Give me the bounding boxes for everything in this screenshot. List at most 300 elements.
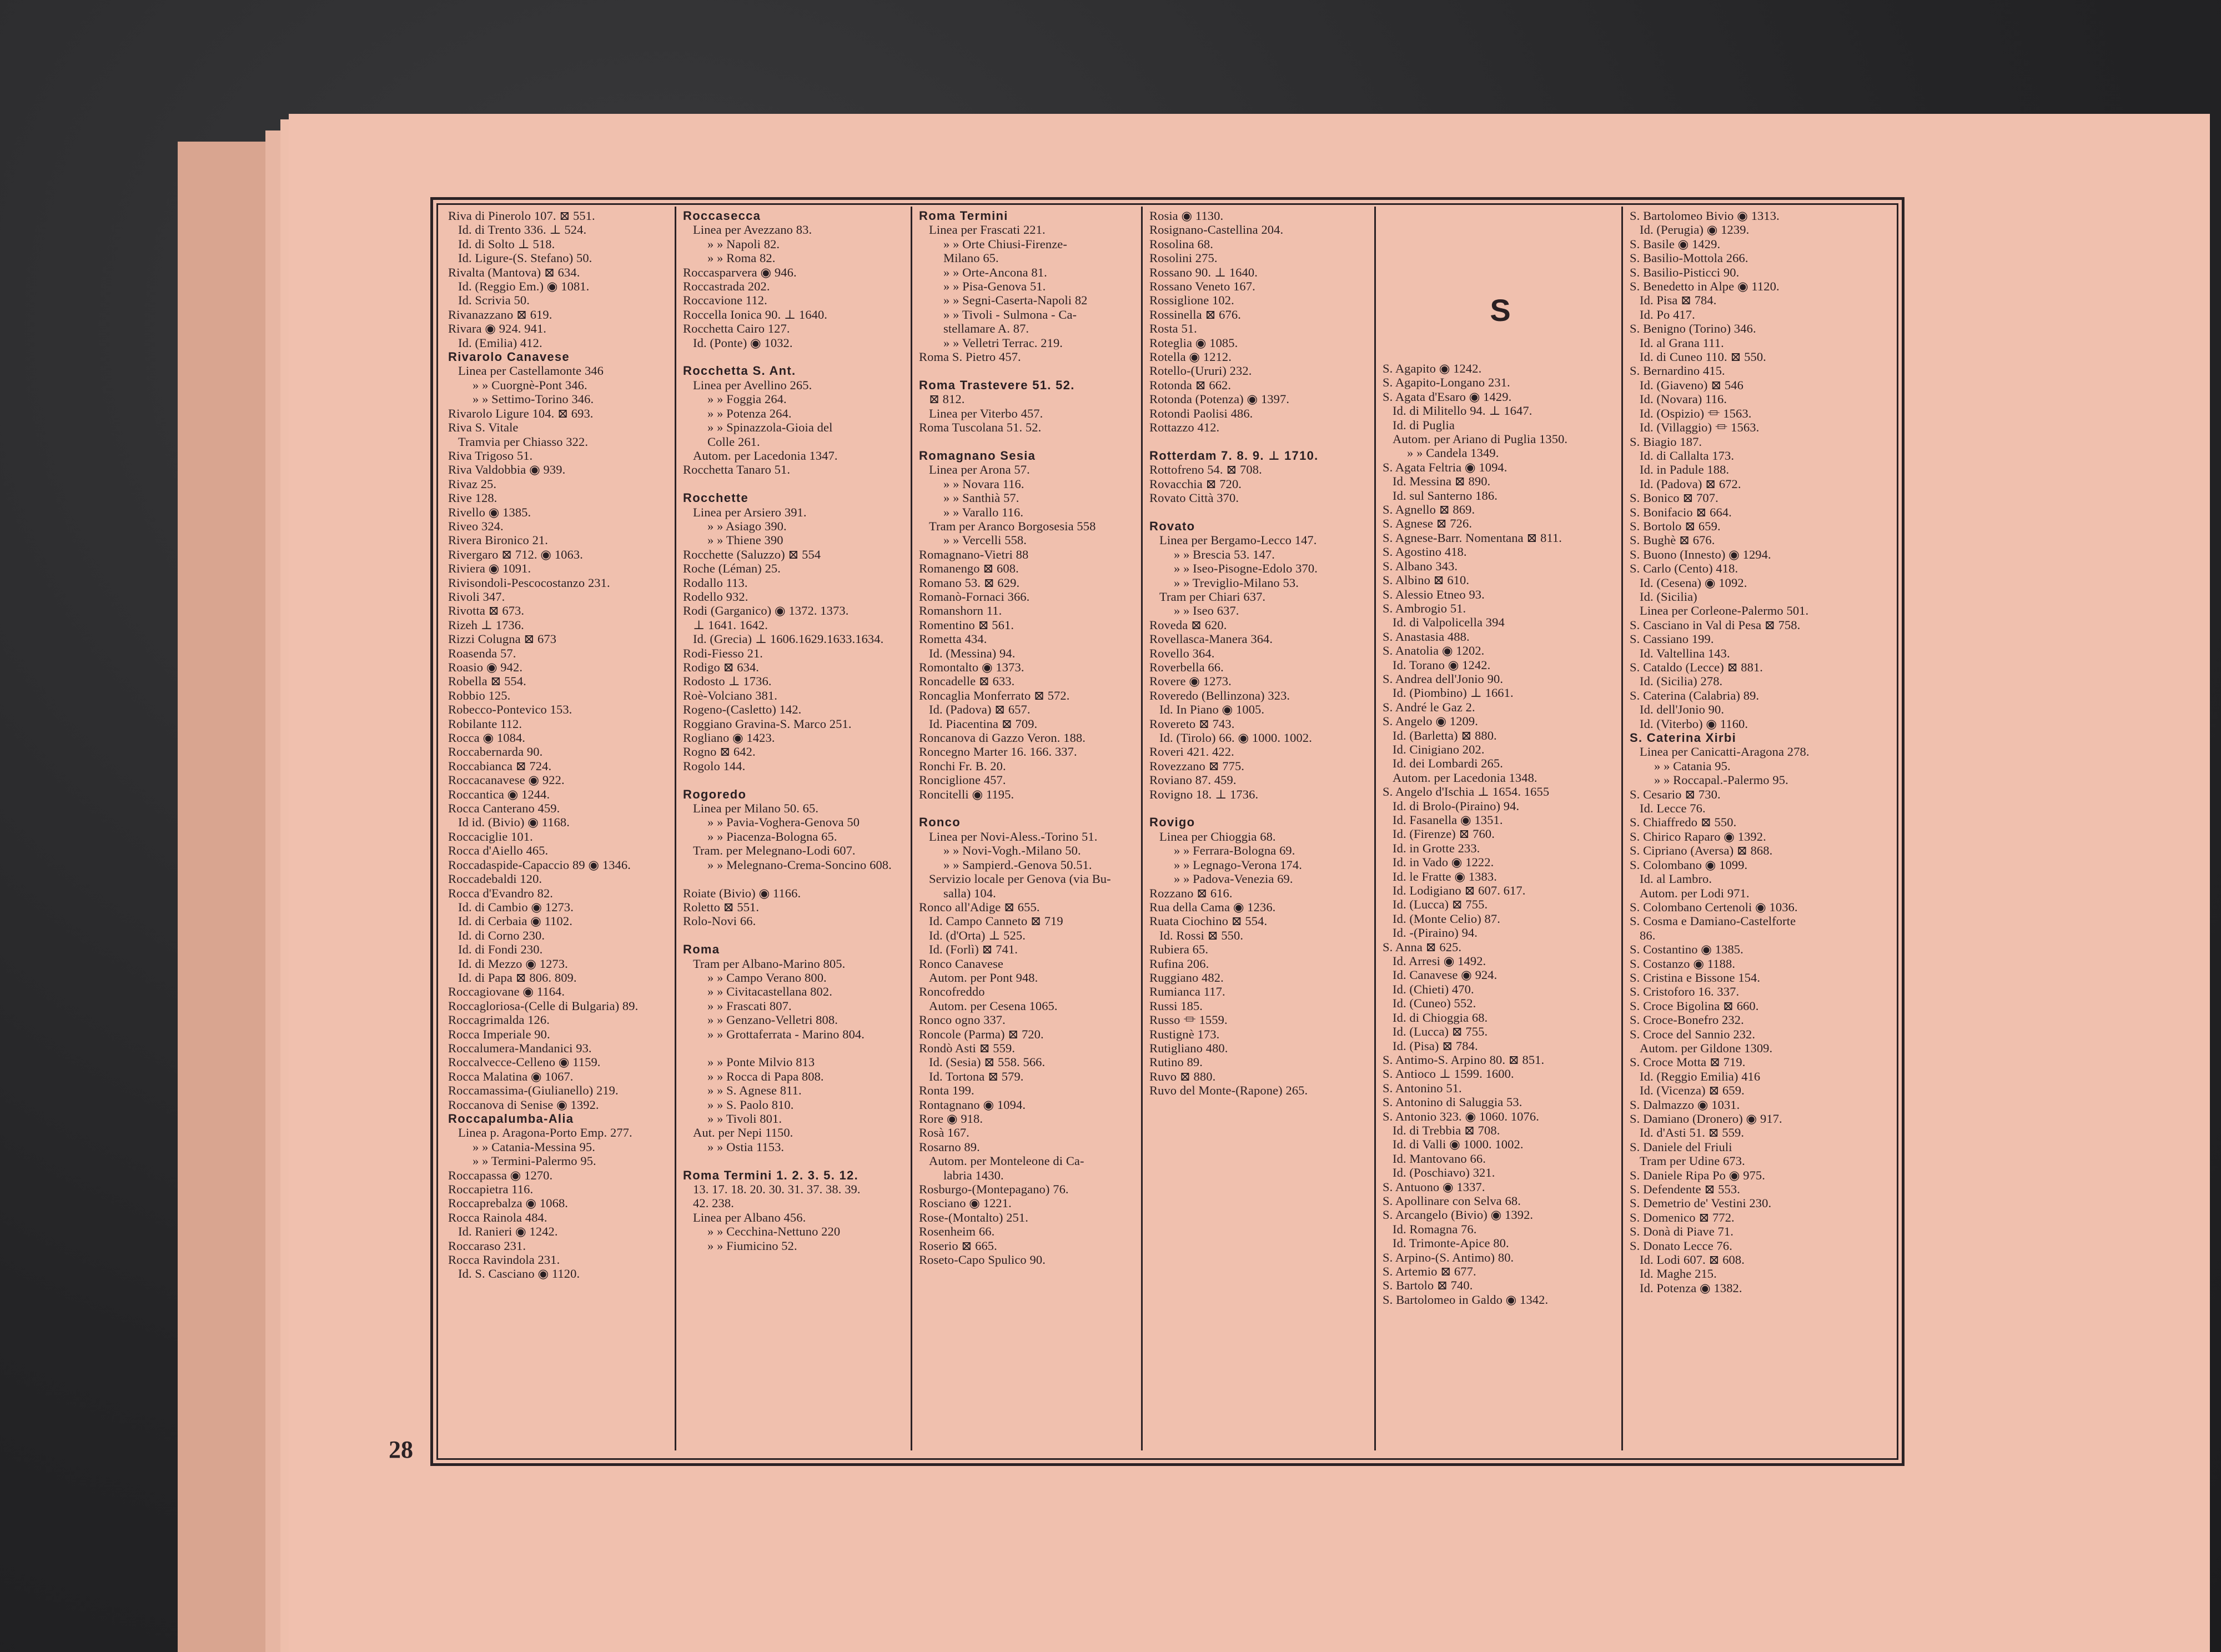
index-entry: » » Settimo-Torino 346. [473, 392, 594, 406]
index-entry: Rizzi Colugna ⊠ 673 [448, 632, 557, 646]
index-entry: Rogeno-(Casletto) 142. [683, 702, 802, 717]
index-entry: » » Ferrara-Bologna 69. [1174, 843, 1295, 858]
index-entry: Roma S. Pietro 457. [919, 350, 1021, 364]
index-column-6 [1621, 207, 1888, 1450]
index-entry: Rive 128. [448, 491, 498, 505]
index-entry: Rogolo 144. [683, 759, 746, 773]
index-entry: Id. sul Santerno 186. [1393, 488, 1498, 503]
index-entry: Servizio locale per Genova (via Bu- [929, 872, 1111, 886]
index-entry: S. Agnese ⊠ 726. [1383, 516, 1473, 531]
index-entry: Rocca Malatina ◉ 1067. [448, 1069, 574, 1083]
index-entry: Id. di Callalta 173. [1640, 448, 1735, 463]
index-entry: S. Damiano (Dronero) ◉ 917. [1630, 1112, 1782, 1126]
index-entry: Id. in Padule 188. [1640, 463, 1730, 477]
index-entry: » » Rocca di Papa 808. [707, 1069, 824, 1083]
index-entry: Rossiglione 102. [1149, 293, 1234, 308]
index-entry: S. Benigno (Torino) 346. [1630, 322, 1756, 336]
index-entry: » » Campo Verano 800. [707, 970, 827, 985]
index-entry: Rosolina 68. [1149, 237, 1213, 251]
index-entry: S. Croce Motta ⊠ 719. [1630, 1055, 1746, 1069]
index-entry: Rottofreno 54. ⊠ 708. [1149, 463, 1262, 477]
entry-heading: Roma [683, 942, 720, 957]
index-entry: Linea per Bergamo-Lecco 147. [1159, 533, 1317, 548]
index-entry: Linea per Albano 456. [693, 1210, 806, 1224]
index-entry: » » S. Paolo 810. [707, 1097, 794, 1112]
index-entry: Romentino ⊠ 561. [919, 617, 1014, 632]
index-entry: Rivisondoli-Pescocostanzo 231. [448, 575, 610, 590]
index-entry: Roccavione 112. [683, 293, 767, 308]
index-entry: Rocca ◉ 1084. [448, 731, 526, 745]
index-entry: Ruata Ciochino ⊠ 554. [1149, 914, 1268, 928]
index-entry: » » Sampierd.-Genova 50.51. [943, 857, 1092, 872]
index-entry: Rocca Ravindola 231. [448, 1253, 560, 1267]
index-entry: Roccabianca ⊠ 724. [448, 759, 552, 773]
index-entry: S. Antonino 51. [1383, 1081, 1462, 1095]
index-entry: Id. (Chieti) 470. [1393, 982, 1474, 996]
index-entry: S. Daniele del Friuli [1630, 1139, 1732, 1154]
index-entry: Rovello 364. [1149, 646, 1215, 660]
index-entry: Id. di Trebbia ⊠ 708. [1393, 1123, 1500, 1137]
index-entry: » » Foggia 264. [707, 392, 787, 406]
index-entry: » » Civitacastellana 802. [707, 985, 832, 999]
index-entry: Rodallo 113. [683, 575, 748, 590]
index-entry: S. Daniele Ripa Po ◉ 975. [1630, 1168, 1765, 1182]
index-column-4 [1141, 207, 1374, 1450]
index-entry: S. Basilio-Pisticci 90. [1630, 265, 1740, 279]
index-entry: Rivara ◉ 924. 941. [448, 322, 547, 336]
index-entry: S. Carlo (Cento) 418. [1630, 561, 1738, 576]
index-entry: Id. Ranieri ◉ 1242. [458, 1224, 558, 1239]
index-entry: Id. (Monte Celio) 87. [1393, 911, 1500, 926]
index-entry: Linea per Arsiero 391. [693, 505, 807, 519]
entry-heading: Rocchetta S. Ant. [683, 364, 796, 378]
index-entry: Id. (Perugia) ◉ 1239. [1640, 223, 1750, 237]
index-entry: Rocca Rainola 484. [448, 1210, 547, 1224]
index-entry: » » Orte Chiusi-Firenze- [943, 237, 1067, 251]
index-entry: S. Agata Feltria ◉ 1094. [1383, 460, 1508, 474]
index-entry: Id. (Lucca) ⊠ 755. [1393, 1025, 1488, 1039]
index-entry: Roasio ◉ 942. [448, 660, 523, 674]
index-entry: Id. (Vicenza) ⊠ 659. [1640, 1083, 1745, 1098]
index-entry: labria 1430. [943, 1168, 1004, 1182]
index-entry: Id. (Sicilia) 278. [1640, 674, 1723, 689]
index-entry: S. Basilio-Mottola 266. [1630, 251, 1748, 265]
index-entry: Ronciglione 457. [919, 773, 1006, 787]
index-entry: Linea per Frascati 221. [929, 223, 1046, 237]
index-entry: Id. di Corno 230. [458, 928, 545, 942]
index-entry: Romanshorn 11. [919, 604, 1002, 618]
index-entry: S. Arcangelo (Bivio) ◉ 1392. [1383, 1208, 1534, 1222]
index-entry: Russo ⏛ 1559. [1149, 1013, 1228, 1027]
index-entry: S. Bartolomeo Bivio ◉ 1313. [1630, 209, 1780, 223]
index-entry: » » Napoli 82. [707, 237, 780, 251]
index-entry: Rovere ◉ 1273. [1149, 674, 1232, 689]
index-entry: » » Catania 95. [1654, 759, 1731, 773]
index-entry: Rocca d'Evandro 82. [448, 886, 554, 900]
index-entry: Id. (Giaveno) ⊠ 546 [1640, 378, 1743, 392]
index-entry: S. Croce Bigolina ⊠ 660. [1630, 998, 1759, 1013]
index-entry: Rua della Cama ◉ 1236. [1149, 900, 1276, 914]
index-entry: S. Bughè ⊠ 676. [1630, 533, 1715, 548]
index-entry: » » Iseo-Pisogne-Edolo 370. [1174, 561, 1318, 576]
index-entry: Id. di Mezzo ◉ 1273. [458, 956, 568, 971]
index-entry: Id. (Ospizio) ⏛ 1563. [1640, 406, 1752, 420]
index-entry: S. Cristina e Bissone 154. [1630, 970, 1761, 985]
index-entry [683, 872, 907, 886]
index-entry: Autom. per Gildone 1309. [1640, 1041, 1773, 1055]
index-entry: Rocchette (Saluzzo) ⊠ 554 [683, 547, 821, 561]
index-entry: Rosolini 275. [1149, 251, 1218, 265]
index-entry: Id. al Grana 111. [1640, 335, 1724, 350]
index-entry: S. Angelo ◉ 1209. [1383, 714, 1478, 729]
index-entry: S. André le Gaz 2. [1383, 700, 1475, 714]
index-entry: Roccaciglie 101. [448, 829, 533, 843]
index-entry: » » Pisa-Genova 51. [943, 279, 1046, 294]
index-entry: Roccalumera-Mandanici 93. [448, 1041, 592, 1055]
index-entry: Rovereto ⊠ 743. [1149, 716, 1235, 731]
index-entry: Roncitelli ◉ 1195. [919, 787, 1014, 801]
index-entry [1149, 505, 1371, 519]
index-entry: S. Alessio Etneo 93. [1383, 587, 1485, 601]
index-entry: Id. (Tirolo) 66. ◉ 1000. 1002. [1159, 731, 1312, 745]
index-entry: Rivoli 347. [448, 589, 505, 604]
index-entry: S. Albano 343. [1383, 559, 1458, 573]
index-entry: Id. di Solto ⊥ 518. [458, 237, 555, 251]
index-entry: Id. (Barletta) ⊠ 880. [1393, 728, 1497, 742]
index-entry: salla) 104. [943, 886, 996, 900]
index-entry: S. Agnese-Barr. Nomentana ⊠ 811. [1383, 530, 1562, 545]
index-entry: » » Varallo 116. [943, 505, 1024, 519]
index-entry: Rovacchia ⊠ 720. [1149, 476, 1242, 491]
index-entry: Id. le Fratte ◉ 1383. [1393, 869, 1497, 883]
index-entry: Rosburgo-(Montepagano) 76. [919, 1182, 1069, 1197]
index-entry: Rocca Imperiale 90. [448, 1027, 550, 1041]
index-entry: Id. in Grotte 233. [1393, 841, 1480, 855]
index-entry: Rosia ◉ 1130. [1149, 209, 1224, 223]
index-entry: » » Potenza 264. [707, 406, 792, 420]
index-entry: S. Agnello ⊠ 869. [1383, 503, 1475, 517]
index-entry: Rossinella ⊠ 676. [1149, 307, 1241, 322]
index-entry: Id. di Papa ⊠ 806. 809. [458, 970, 577, 985]
index-entry: Id. Campo Canneto ⊠ 719 [929, 914, 1063, 928]
index-entry: S. Costantino ◉ 1385. [1630, 942, 1743, 957]
entry-heading: S. Caterina Xirbi [1630, 731, 1737, 745]
index-entry: Rubiera 65. [1149, 942, 1209, 957]
index-entry: » » Santhià 57. [943, 491, 1019, 505]
index-entry: » » Vercelli 558. [943, 533, 1027, 548]
index-entry: Roccabernarda 90. [448, 745, 543, 759]
index-entry: Id. di Valli ◉ 1000. 1002. [1393, 1137, 1524, 1152]
index-entry: » » Grottaferrata - Marino 804. [707, 1027, 865, 1041]
index-entry: Riveo 324. [448, 519, 504, 533]
index-entry: » » Ponte Milvio 813 [707, 1055, 815, 1069]
index-entry: Id. Rossi ⊠ 550. [1159, 928, 1244, 942]
index-entry: Rosarno 89. [919, 1139, 980, 1154]
index-entry: Roccalvecce-Celleno ◉ 1159. [448, 1055, 601, 1069]
index-entry: » » Novi-Vogh.-Milano 50. [943, 843, 1081, 858]
index-entry: Ronta 199. [919, 1083, 974, 1098]
index-entry: Colle 261. [707, 434, 760, 449]
index-entry: Id. (Poschiavo) 321. [1393, 1166, 1495, 1180]
index-entry: » » Genzano-Velletri 808. [707, 1013, 838, 1027]
index-entry: S. Colombano ◉ 1099. [1630, 857, 1748, 872]
index-entry: Id. Torano ◉ 1242. [1393, 657, 1491, 672]
index-entry: Linea per Avellino 265. [693, 378, 812, 392]
index-entry: S. Antonino di Saluggia 53. [1383, 1095, 1522, 1109]
index-column-5 [1374, 207, 1621, 1450]
index-entry: Roccaraso 231. [448, 1238, 526, 1253]
index-entry: » » Iseo 637. [1174, 604, 1239, 618]
index-entry: S. Bartolo ⊠ 740. [1383, 1278, 1473, 1293]
index-entry: Rotella ◉ 1212. [1149, 350, 1232, 364]
index-entry: Robella ⊠ 554. [448, 674, 526, 689]
index-columns-right [1891, 207, 2221, 1450]
index-entry: Id. (Sesia) ⊠ 558. 566. [929, 1055, 1046, 1069]
entry-heading: Rovigo [1149, 815, 1195, 830]
index-entry: S. Costanzo ◉ 1188. [1630, 956, 1736, 971]
index-entry: » » Novara 116. [943, 476, 1024, 491]
index-entry: » » Piacenza-Bologna 65. [707, 829, 837, 843]
index-entry: Aut. per Nepi 1150. [693, 1126, 793, 1140]
index-entry: Id. (Cesena) ◉ 1092. [1640, 575, 1747, 590]
index-entry: Roccella Ionica 90. ⊥ 1640. [683, 307, 828, 322]
index-entry: » » Treviglio-Milano 53. [1174, 575, 1299, 590]
index-entry: Milano 65. [943, 251, 999, 265]
index-entry [683, 928, 907, 942]
index-entry: Id. Tortona ⊠ 579. [929, 1069, 1024, 1083]
index-column-1 [441, 207, 675, 1450]
index-entry: Id. di Fondi 230. [458, 942, 543, 957]
index-entry: » » Thiene 390 [707, 533, 783, 548]
index-entry: » » Brescia 53. 147. [1174, 547, 1275, 561]
index-entry: S. Agapito ◉ 1242. [1383, 361, 1482, 375]
index-entry: Id. Piacentina ⊠ 709. [929, 716, 1038, 731]
index-entry: Id. di Cambio ◉ 1273. [458, 900, 574, 914]
index-entry: Romagnano-Vietri 88 [919, 547, 1029, 561]
index-entry: Autom. per Lacedonia 1348. [1393, 770, 1537, 785]
index-entry: Rozzano ⊠ 616. [1149, 886, 1233, 900]
index-entry: Id. (Villaggio) ⏛ 1563. [1640, 420, 1760, 435]
index-entry: S. Antonio 323. ◉ 1060. 1076. [1383, 1109, 1539, 1123]
index-entry: Id. (Grecia) ⊥ 1606.1629.1633.1634. [693, 632, 884, 646]
index-entry: Tramvia per Chiasso 322. [458, 434, 589, 449]
index-entry: Roteglia ◉ 1085. [1149, 335, 1238, 350]
index-entry: Roccapietra 116. [448, 1182, 534, 1197]
index-entry: Linea per Arona 57. [929, 463, 1030, 477]
index-entry: Id. (Firenze) ⊠ 760. [1393, 827, 1495, 841]
index-entry: Rivello ◉ 1385. [448, 505, 531, 519]
index-entry: Linea per Canicatti-Aragona 278. [1640, 745, 1810, 759]
index-entry: » » Tivoli - Sulmona - Ca- [943, 307, 1077, 322]
index-entry: Rizeh ⊥ 1736. [448, 617, 524, 632]
index-entry: Riva di Pinerolo 107. ⊠ 551. [448, 209, 595, 223]
index-entry [683, 1154, 907, 1168]
index-entry: S. Domenico ⊠ 772. [1630, 1210, 1735, 1224]
index-entry: Rufina 206. [1149, 956, 1209, 971]
index-entry: 86. [1640, 928, 1656, 942]
index-entry: Linea per Avezzano 83. [693, 223, 812, 237]
index-entry: » » Orte-Ancona 81. [943, 265, 1047, 279]
index-entry: Rovellasca-Manera 364. [1149, 632, 1273, 646]
index-entry: S. Arpino-(S. Antimo) 80. [1383, 1250, 1514, 1264]
index-entry: S. Angelo d'Ischia ⊥ 1654. 1655 [1383, 785, 1550, 799]
index-entry: Roche (Léman) 25. [683, 561, 781, 576]
index-entry: Id. -(Piraino) 94. [1393, 926, 1478, 940]
index-entry: S. Buono (Innesto) ◉ 1294. [1630, 547, 1771, 561]
index-entry: S. Agapito-Longano 231. [1383, 375, 1510, 390]
index-entry: Roncofreddo [919, 985, 985, 999]
index-entry: » » Ostia 1153. [707, 1139, 785, 1154]
index-entry: S. Cosma e Damiano-Castelforte [1630, 914, 1796, 928]
index-entry: S. Chiaffredo ⊠ 550. [1630, 815, 1737, 830]
index-entry: Tram per Chiari 637. [1159, 589, 1266, 604]
index-entry: Rovigno 18. ⊥ 1736. [1149, 787, 1259, 801]
index-entry: Roseto-Capo Spulico 90. [919, 1253, 1046, 1267]
index-entry: S. Andrea dell'Jonio 90. [1383, 671, 1504, 686]
index-entry: S. Antuono ◉ 1337. [1383, 1179, 1485, 1194]
index-column-2 [675, 207, 911, 1450]
index-entry: » » Fiumicino 52. [707, 1238, 797, 1253]
index-entry: Id. Canavese ◉ 924. [1393, 968, 1498, 982]
index-entry: Id. (Sicilia) [1640, 589, 1697, 604]
index-entry: S. Caterina (Calabria) 89. [1630, 688, 1760, 702]
index-entry [919, 435, 1138, 449]
index-entry: Roveri 421. 422. [1149, 745, 1234, 759]
index-entry: Roccamassima-(Giulianello) 219. [448, 1083, 619, 1098]
index-entry: » » Pavia-Voghera-Genova 50 [707, 815, 860, 830]
index-entry: Id. S. Casciano ◉ 1120. [458, 1267, 580, 1281]
index-entry: Id. di Valpolicella 394 [1393, 615, 1505, 630]
index-entry: S. Anastasia 488. [1383, 629, 1470, 644]
index-entry: Id. Lodi 607. ⊠ 608. [1640, 1253, 1745, 1267]
index-entry: Linea per Corleone-Palermo 501. [1640, 604, 1809, 618]
index-entry: Roccantica ◉ 1244. [448, 787, 550, 801]
index-entry: Id. (Forlì) ⊠ 741. [929, 942, 1018, 957]
index-entry: Tram per Udine 673. [1640, 1154, 1745, 1168]
index-entry: Rodigo ⊠ 634. [683, 660, 760, 674]
entry-heading: Ronco [919, 815, 961, 830]
index-entry: Roserio ⊠ 665. [919, 1238, 997, 1253]
index-entry: Robbio 125. [448, 688, 511, 702]
index-entry: » » S. Agnese 811. [707, 1083, 802, 1098]
index-entry: S. Antioco ⊥ 1599. 1600. [1383, 1067, 1514, 1081]
index-entry: Linea per Novi-Aless.-Torino 51. [929, 829, 1098, 843]
index-entry: Rivotta ⊠ 673. [448, 604, 525, 618]
index-entry [683, 350, 907, 364]
index-entry: Rivalta (Mantova) ⊠ 634. [448, 265, 580, 279]
index-entry: Id. (Reggio Emilia) 416 [1640, 1069, 1761, 1083]
index-entry: Id. (Novara) 116. [1640, 392, 1727, 406]
index-entry: Id. Cinigiano 202. [1393, 742, 1485, 756]
index-entry: Tram per Albano-Marino 805. [693, 956, 846, 971]
index-entry: Rodi (Garganico) ◉ 1372. 1373. [683, 604, 849, 618]
index-entry: S. Artemio ⊠ 677. [1383, 1264, 1476, 1278]
index-entry: Rolo-Novi 66. [683, 914, 756, 928]
index-entry: Roveda ⊠ 620. [1149, 617, 1227, 632]
index-entry: Id. di Brolo-(Piraino) 94. [1393, 799, 1520, 813]
section-letter: S [1490, 293, 1511, 328]
index-entry [1149, 435, 1371, 449]
index-entry: Tram per Aranco Borgosesia 558 [929, 519, 1096, 533]
index-entry: Rosta 51. [1149, 322, 1197, 336]
index-entry: Rosignano-Castellina 204. [1149, 223, 1284, 237]
index-entry: S. Colombano Certenoli ◉ 1036. [1630, 900, 1798, 914]
index-entry: Rodosto ⊥ 1736. [683, 674, 772, 689]
index-entry: Roasenda 57. [448, 646, 516, 660]
entry-heading: Romagnano Sesia [919, 448, 1036, 463]
index-entry: S. Casciano in Val di Pesa ⊠ 758. [1630, 617, 1801, 632]
index-entry: Autom. per Cesena 1065. [929, 998, 1058, 1013]
index-entry [1149, 801, 1371, 815]
index-entry: S. Donà di Piave 71. [1630, 1224, 1733, 1239]
index-entry: Id. (Ponte) ◉ 1032. [693, 335, 793, 350]
index-entry: Rivaz 25. [448, 476, 497, 491]
index-entry: Ronco ogno 337. [919, 1013, 1006, 1027]
index-entry: Id. Lecce 76. [1640, 801, 1706, 816]
index-entry: Rotondi Paolisi 486. [1149, 406, 1253, 420]
index-entry: » » Candela 1349. [1407, 446, 1499, 460]
index-entry: Roncegno Marter 16. 166. 337. [919, 745, 1077, 759]
index-entry: Riva S. Vitale [448, 420, 519, 435]
index-entry: Roncaglia Monferrato ⊠ 572. [919, 688, 1070, 702]
index-entry: Rogliano ◉ 1423. [683, 731, 775, 745]
index-entry: Rocca d'Aiello 465. [448, 843, 549, 858]
index-entry: Roletto ⊠ 551. [683, 900, 760, 914]
index-entry [919, 801, 1138, 815]
index-entry: Id. dell'Jonio 90. [1640, 702, 1725, 717]
index-entry: Linea per Castellamonte 346 [458, 364, 604, 378]
index-entry: Rossano 90. ⊥ 1640. [1149, 265, 1258, 279]
index-entry: Id. (Piombino) ⊥ 1661. [1393, 686, 1514, 700]
index-entry: S. Cataldo (Lecce) ⊠ 881. [1630, 660, 1763, 674]
index-entry: Roccastrada 202. [683, 279, 770, 294]
index-entry: Id. di Cerbaia ◉ 1102. [458, 914, 572, 928]
index-entry: S. Agata d'Esaro ◉ 1429. [1383, 389, 1512, 404]
index-entry: Roè-Volciano 381. [683, 688, 778, 702]
index-column-3 [911, 207, 1141, 1450]
index-entry: Id. (Viterbo) ◉ 1160. [1640, 716, 1748, 731]
index-entry: Id. (Pisa) ⊠ 784. [1393, 1038, 1478, 1053]
index-entry: Rocchetta Tanaro 51. [683, 463, 791, 477]
index-entry: » » Catania-Messina 95. [473, 1139, 596, 1154]
entry-heading: Roccapalumba-Alia [448, 1112, 574, 1126]
index-entry: Roncadelle ⊠ 633. [919, 674, 1015, 689]
index-entry: Romanengo ⊠ 608. [919, 561, 1019, 576]
index-entry: Id. Po 417. [1640, 307, 1695, 322]
index-entry: Rotonda ⊠ 662. [1149, 378, 1232, 392]
index-entry: S. Cipriano (Aversa) ⊠ 868. [1630, 843, 1773, 858]
index-entry: Autom. per Monteleone di Ca- [929, 1154, 1084, 1168]
index-entry: » » Cecchina-Nettuno 220 [707, 1224, 841, 1239]
index-entry: Rotonda (Potenza) ◉ 1397. [1149, 392, 1290, 406]
index-entry: S. Bonifacio ⊠ 664. [1630, 505, 1732, 519]
index-entry: Autom. per Lodi 971. [1640, 886, 1750, 900]
index-entry: S. Bernardino 415. [1630, 364, 1725, 378]
entry-heading: Roma Trastevere 51. 52. [919, 378, 1075, 392]
index-entry: S. Cristoforo 16. 337. [1630, 985, 1740, 999]
index-entry: Riva Trigoso 51. [448, 448, 533, 463]
index-entry: » » Padova-Venezia 69. [1174, 872, 1293, 886]
index-entry: Roncole (Parma) ⊠ 720. [919, 1027, 1044, 1041]
index-entry: Autom. per Lacedonia 1347. [693, 448, 838, 463]
index-entry: ⊠ 812. [929, 392, 965, 406]
index-entry: S. Donato Lecce 76. [1630, 1238, 1732, 1253]
index-entry [683, 1041, 907, 1055]
index-entry: Rovato Città 370. [1149, 491, 1239, 505]
index-entry: Rondò Asti ⊠ 559. [919, 1041, 1016, 1055]
index-entry: Id. Lodigiano ⊠ 607. 617. [1393, 883, 1526, 898]
index-entry: Rutino 89. [1149, 1055, 1203, 1069]
